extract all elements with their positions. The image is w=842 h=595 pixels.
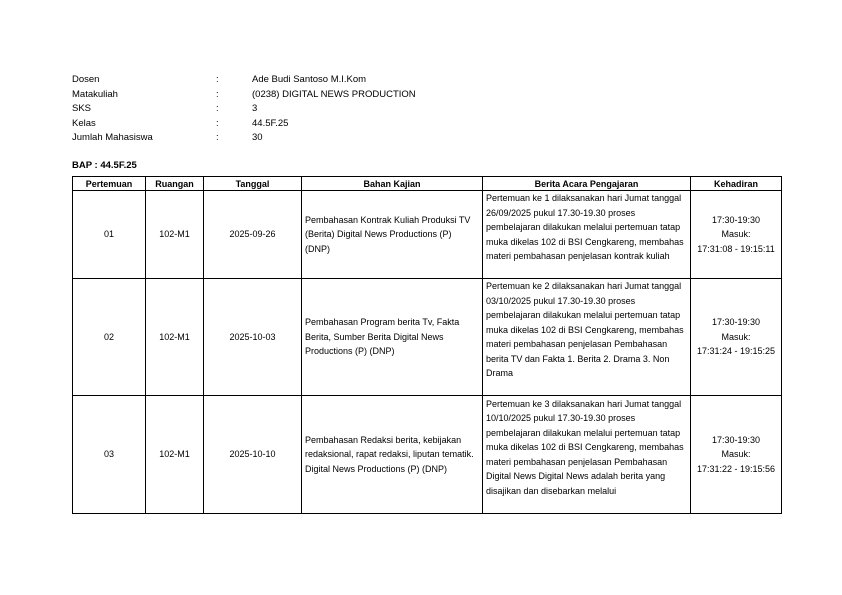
header-berita-acara: Berita Acara Pengajaran: [483, 177, 691, 191]
info-value: 3: [252, 103, 258, 115]
info-value: 30: [252, 132, 263, 144]
cell-bahan-kajian: Pembahasan Program berita Tv, Fakta Berita, Sumber Berita Digital News Productions (P) (DNP): [302, 279, 483, 396]
kehadiran-jadwal: 17:30-19:30: [711, 214, 761, 225]
header-tanggal: Tanggal: [204, 177, 302, 191]
cell-berita-acara: [483, 279, 691, 396]
kehadiran-waktu: 17:31:24 - 19:15:25: [696, 346, 776, 357]
info-label: Jumlah Mahasiswa: [72, 132, 153, 144]
cell-kehadiran: [691, 191, 782, 279]
cell-tanggal: 2025-10-03: [204, 279, 302, 396]
info-label: Kelas: [72, 117, 96, 129]
cell-ruangan: 102-M1: [146, 279, 204, 396]
table-row: [73, 396, 782, 514]
info-value: Ade Budi Santoso M.I.Kom: [252, 74, 367, 85]
cell-ruangan: 102-M1: [146, 396, 204, 514]
info-row-matakuliah: [72, 88, 416, 103]
kehadiran-masuk-label: Masuk:: [721, 331, 751, 342]
cell-kehadiran: [691, 396, 782, 514]
cell-pertemuan: 03: [73, 396, 146, 514]
kehadiran-waktu: 17:31:22 - 19:15:56: [696, 463, 776, 474]
berita-text: Pertemuan ke 1 dilaksanakan hari Jumat tanggal 26/09/2025 pukul 17.30-19.30 proses pembelajaran dilakukan melalui pertemuan tatap muka dikelas 102 di BSI Cengkareng, membahas materi pembahasan penjelasan kontrak kuliah: [486, 193, 684, 261]
bap-title: BAP : 44.5F.25: [72, 160, 137, 171]
table-row: [73, 191, 782, 279]
kehadiran-masuk-label: Masuk:: [721, 229, 751, 240]
info-colon: :: [216, 88, 219, 100]
berita-text: Pertemuan ke 2 dilaksanakan hari Jumat tanggal 03/10/2025 pukul 17.30-19.30 proses pembelajaran dilakukan melalui pertemuan tatap muka dikelas 102 di BSI Cengkareng, membahas materi pembahasan penjelasan Pembahasan berita TV dan Fakta 1. Berita 2. Drama 3. Non Drama: [486, 281, 684, 378]
cell-berita-acara: [483, 396, 691, 514]
info-colon: :: [216, 132, 219, 144]
header-bahan-kajian: Bahan Kajian: [302, 177, 483, 191]
info-label: Dosen: [72, 74, 100, 85]
cell-bahan-kajian: Pembahasan Redaksi berita, kebijakan redaksional, rapat redaksi, liputan tematik. Digital News Productions (P) (DNP): [302, 396, 483, 514]
table-row: [73, 279, 782, 396]
table-header-row: [73, 177, 782, 191]
info-value: (0238) DIGITAL NEWS PRODUCTION: [252, 88, 416, 100]
course-info: [72, 73, 416, 146]
cell-tanggal: 2025-10-10: [204, 396, 302, 514]
info-colon: :: [216, 103, 219, 115]
kehadiran-masuk-label: Masuk:: [721, 449, 751, 460]
kehadiran-jadwal: 17:30-19:30: [711, 434, 761, 445]
header-pertemuan: Pertemuan: [73, 177, 146, 191]
cell-berita-acara: [483, 191, 691, 279]
header-ruangan: Ruangan: [146, 177, 204, 191]
info-row-sks: [72, 102, 416, 117]
berita-text: Pertemuan ke 3 dilaksanakan hari Jumat tanggal 10/10/2025 pukul 17.30-19.30 proses pembelajaran dilakukan melalui pertemuan tatap muka dikelas 102 di BSI Cengkareng, membahas materi pembahasan penjelasan Pembahasan Digital News Digital News adalah berita yang disajikan dan disebarkan melalui: [486, 398, 684, 496]
info-row-dosen: [72, 73, 416, 88]
cell-bahan-kajian: Pembahasan Kontrak Kuliah Produksi TV (Berita) Digital News Productions (P) (DNP): [302, 191, 483, 279]
cell-kehadiran: [691, 279, 782, 396]
cell-tanggal: 2025-09-26: [204, 191, 302, 279]
info-colon: :: [216, 74, 219, 85]
kehadiran-waktu: 17:31:08 - 19:15:11: [697, 243, 775, 254]
cell-ruangan: 102-M1: [146, 191, 204, 279]
header-kehadiran: Kehadiran: [691, 177, 782, 191]
info-label: SKS: [72, 103, 92, 115]
cell-pertemuan: 01: [73, 191, 146, 279]
kehadiran-jadwal: 17:30-19:30: [711, 317, 761, 328]
info-value: 44.5F.25: [252, 117, 289, 129]
info-label: Matakuliah: [72, 88, 118, 100]
info-row-kelas: [72, 117, 416, 132]
info-row-jumlah-mahasiswa: [72, 131, 416, 146]
info-colon: :: [216, 117, 219, 129]
bap-table: [72, 176, 782, 514]
cell-pertemuan: 02: [73, 279, 146, 396]
